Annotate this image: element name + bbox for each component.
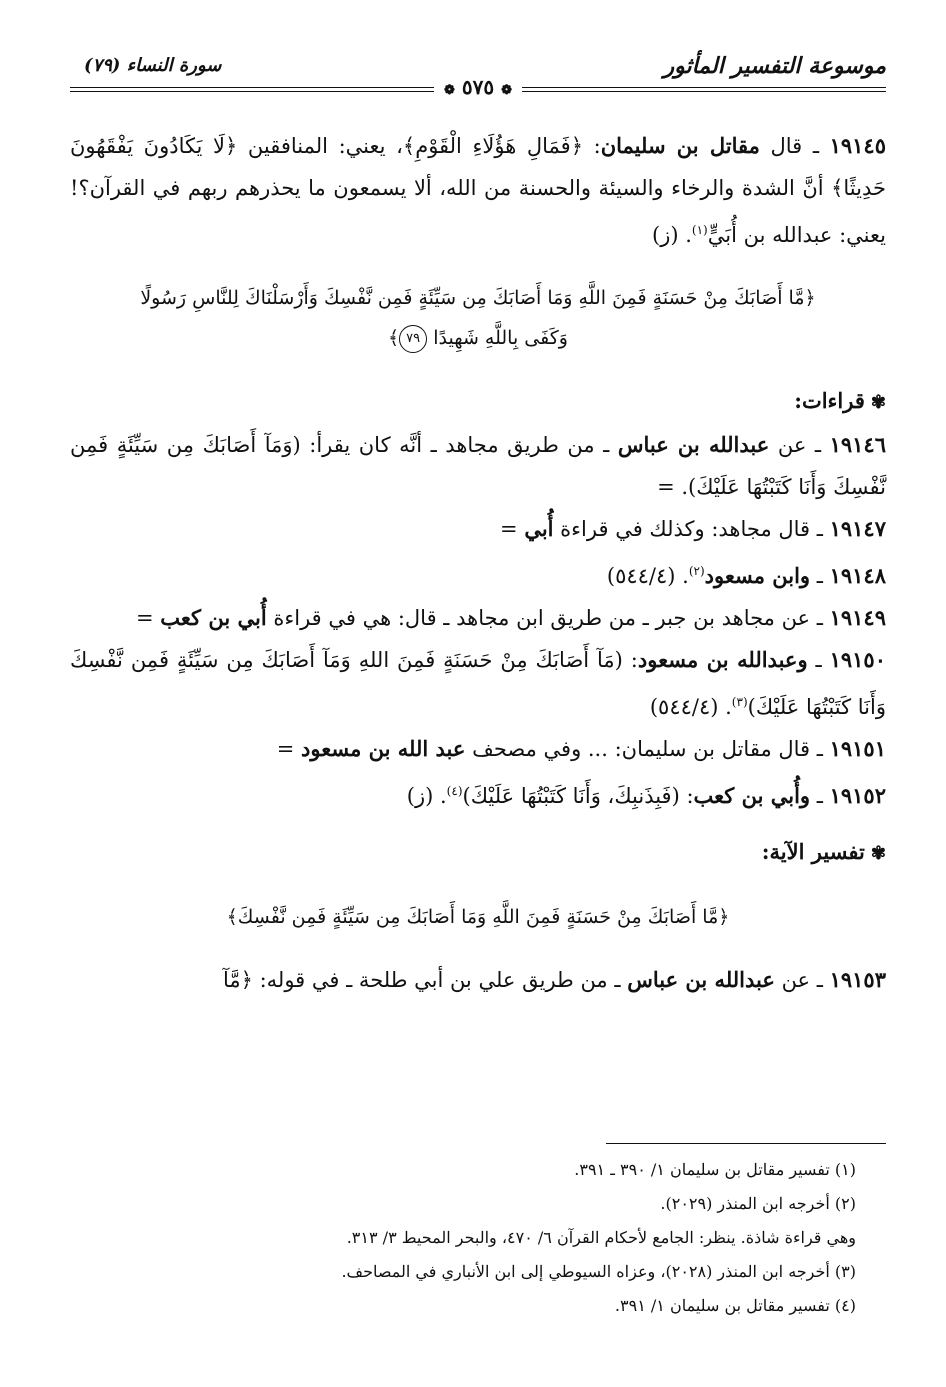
text: ـ عن [769, 433, 830, 457]
text: ـ من طريق مجاهد ـ أنَّه كان يقرأ: (وَمَآ أَصَابَكَ مِن سَيِّئَةٍ فَمِن نَّفْسِكَ وَأَنَا كَتَبْتُهَا عَلَيْكَ). = [70, 433, 886, 499]
footnote-divider [606, 1143, 886, 1144]
ornament-icon: ❁ [444, 83, 455, 98]
paragraph-19149 [70, 597, 886, 639]
footnote-1: (١) تفسير مقاتل بن سليمان ١/ ٣٩٠ ـ ٣٩١. [574, 1160, 856, 1179]
narration-number: ١٩١٤٥ [829, 133, 886, 158]
footnote-ref[interactable]: (٤) [446, 784, 463, 798]
footnote-ref[interactable]: (٣) [731, 695, 748, 709]
narrator: عبدالله بن عباس [617, 432, 770, 457]
narrator: أُبي بن كعب [160, 605, 267, 630]
paragraph-19151 [70, 728, 886, 770]
page-number-box [434, 75, 522, 99]
footnote-ref[interactable]: (١) [691, 223, 708, 237]
text: : (فَبِذَنبِكَ، وَأَنَا كَتَبْتُهَا عَلَيْكَ) [462, 784, 694, 808]
footnote-ref[interactable]: (٢) [688, 564, 705, 578]
text: ـ قال مقاتل بن سليمان: ... وفي مصحف [465, 737, 830, 761]
page-number: ٥٧٥ [461, 75, 495, 99]
page-header [70, 45, 886, 105]
text: . (ز) [406, 784, 447, 808]
text: ـ [810, 564, 830, 588]
text: ـ [810, 784, 830, 808]
ornament-icon: ❁ [501, 83, 512, 98]
text: . (ز) [652, 223, 692, 247]
narrator: مقاتل بن سليمان [600, 133, 760, 158]
page [70, 45, 886, 1345]
narration-number: ١٩١٤٦ [829, 432, 886, 457]
narrator: عبد الله بن مسعود [301, 736, 466, 761]
quran-verse: ﴿مَّا أَصَابَكَ مِنْ حَسَنَةٍ فَمِنَ اللَّهِ وَمَا أَصَابَكَ مِن سَيِّئَةٍ فَمِن نَّفْسِكَ﴾ [226, 906, 730, 928]
heading-text: قراءات: [794, 388, 865, 413]
narrator: عبدالله بن عباس [627, 967, 775, 992]
book-title: موسوعة التفسير المأثور [663, 53, 886, 79]
text: ـ عن مجاهد بن جبر ـ من طريق ابن مجاهد ـ قال: هي في قراءة [266, 606, 830, 630]
narration-number: ١٩١٤٧ [829, 516, 886, 541]
narration-number: ١٩١٤٩ [829, 605, 886, 630]
verse-bracket: ﴾ [388, 327, 400, 349]
text: ـ عن [774, 968, 830, 992]
ayah-number-icon: ٧٩ [399, 325, 427, 353]
narrator: وابن مسعود [704, 563, 811, 588]
narration-number: ١٩١٥١ [829, 736, 886, 761]
text: . (٥٤٤/٤) [606, 564, 689, 588]
quran-verse [90, 278, 866, 358]
paragraph-19145 [70, 125, 886, 256]
footnote-4: (٤) تفسير مقاتل بن سليمان ١/ ٣٩١. [614, 1296, 856, 1315]
text: ـ [807, 648, 830, 672]
flower-ornament-icon: ✾ [870, 392, 886, 413]
text: : ﴿فَمَالِ هَؤُلَاءِ الْقَوْمِ﴾، يعني: المنافقين ﴿لَا يَكَادُونَ يَفْقَهُونَ حَدِيثًا﴾ أنَّ الشدة والرخاء والسيئة والحسنة من الله، ألا يسمعون ما يحذرهم ربهم في القرآن؟! يعني: عبدالله بن أُبَيٍّ [70, 134, 886, 247]
surah-label: سورة النساء (٧٩) [84, 55, 222, 76]
narration-number: ١٩١٤٨ [829, 563, 886, 588]
footnote-2-note: وهي قراءة شاذة. ينظر: الجامع لأحكام القرآن ٦/ ٤٧٠، والبحر المحيط ٣/ ٣١٣. [346, 1228, 856, 1247]
narration-number: ١٩١٥٣ [829, 967, 886, 992]
footnote-3: (٣) أخرجه ابن المنذر (٢٠٢٨)، وعزاه السيوطي إلى ابن الأنباري في المصاحف. [341, 1262, 856, 1281]
main-text [70, 125, 886, 1001]
narrator: وأُبي بن كعب [693, 783, 811, 808]
verse-line: ﴿مَّا أَصَابَكَ مِنْ حَسَنَةٍ فَمِنَ اللَّهِ وَمَا أَصَابَكَ مِن سَيِّئَةٍ فَمِن نَّفْسِكَ وَأَرْسَلْنَاكَ لِلنَّاسِ رَسُولًا [140, 287, 816, 309]
paragraph-19146 [70, 424, 886, 508]
paragraph-19148 [70, 550, 886, 597]
text: = [136, 606, 161, 630]
section-heading-qiraat [70, 380, 886, 424]
verse-line [90, 318, 866, 358]
paragraph-19152 [70, 770, 886, 817]
text: ـ قال [759, 134, 830, 158]
text: = [500, 517, 525, 541]
heading-text: تفسير الآية: [761, 839, 865, 864]
text: ـ قال مجاهد: وكذلك في قراءة [553, 517, 830, 541]
verse-text: وَكَفَى بِاللَّهِ شَهِيدًا [433, 327, 568, 349]
text: = [276, 737, 301, 761]
footnote-2: (٢) أخرجه ابن المنذر (٢٠٢٩). [660, 1194, 856, 1213]
text: . (٥٤٤/٤) [649, 695, 732, 719]
paragraph-19153 [70, 959, 886, 1001]
paragraph-19150 [70, 639, 886, 728]
narration-number: ١٩١٥٠ [829, 647, 886, 672]
narrator: أُبي [524, 516, 554, 541]
section-heading-tafsir [70, 831, 886, 875]
paragraph-19147 [70, 508, 886, 550]
narration-number: ١٩١٥٢ [829, 783, 886, 808]
flower-ornament-icon: ✾ [870, 843, 886, 864]
text: : (مَآ أَصَابَكَ مِنْ حَسَنَةٍ فَمِنَ اللهِ وَمَآ أَصَابَكَ مِن سَيِّئَةٍ فَمِن نَّفْسِكَ وَأَنَا كَتَبْتُهَا عَلَيْكَ) [70, 648, 886, 719]
text: ـ من طريق علي بن أبي طلحة ـ في قوله: ﴿مَّآ [222, 968, 628, 992]
footnotes [70, 1153, 856, 1323]
narrator: وعبدالله بن مسعود [637, 647, 808, 672]
